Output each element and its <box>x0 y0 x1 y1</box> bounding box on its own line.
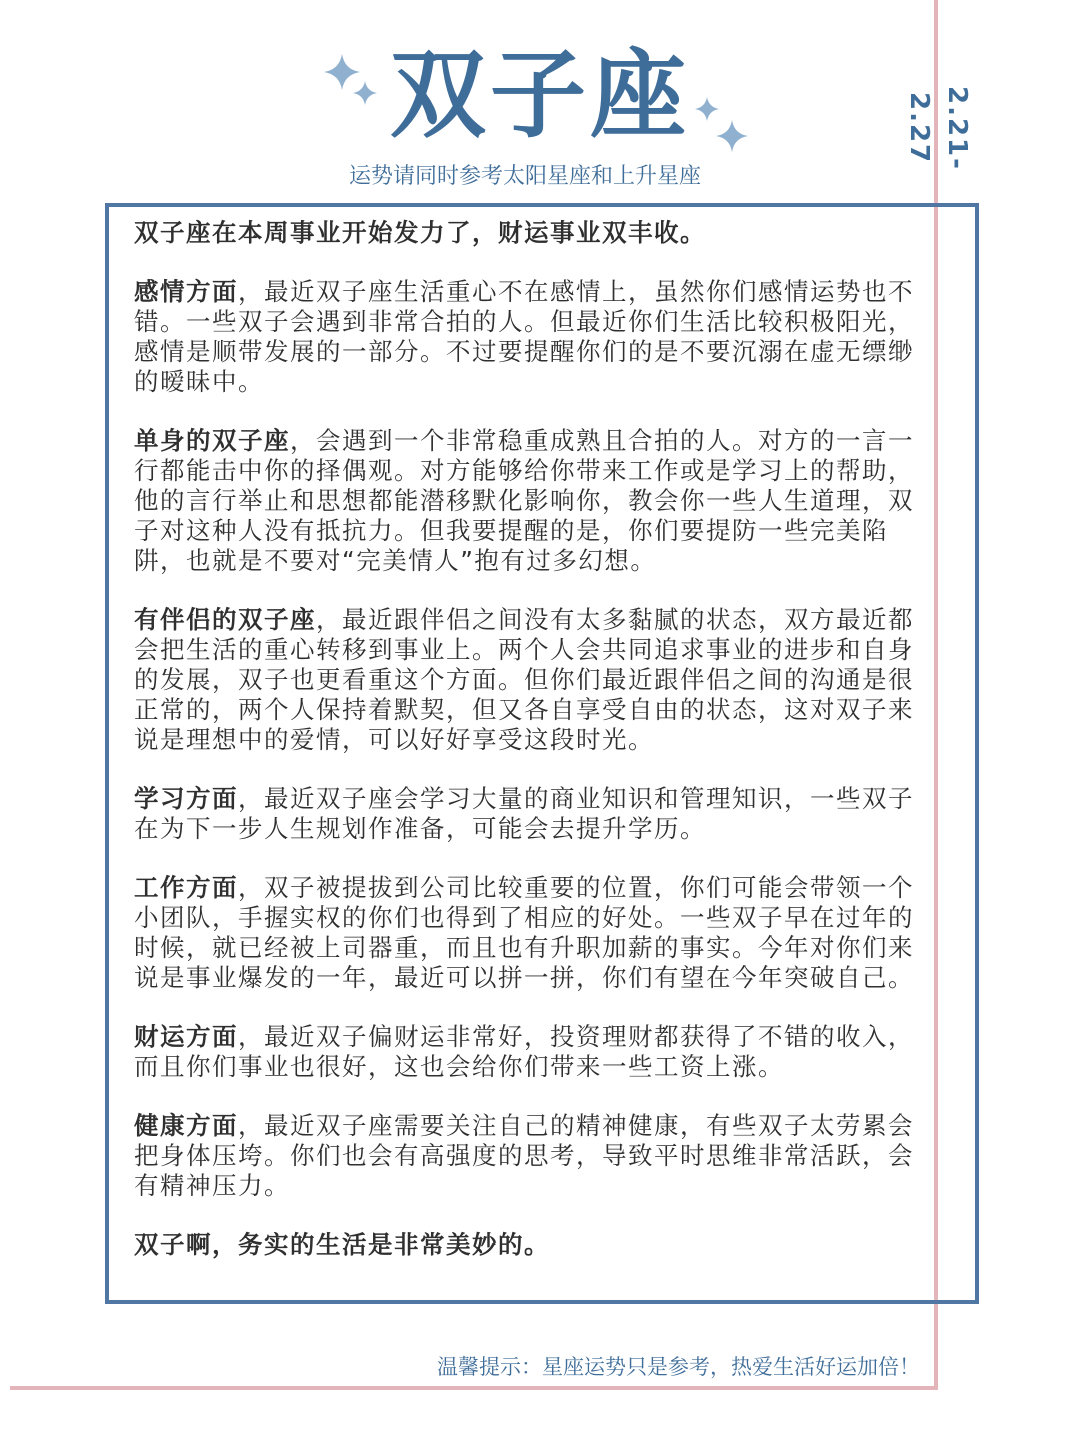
section-study <box>134 784 918 844</box>
section-text: ，会遇到一个非常稳重成熟且合拍的人。对方的一言一行都能击中你的择偶观。对方能够给你带来工作或是学习上的帮助，他的言行举止和思想都能潜移默化影响你，教会你一些人生道理，双子对这种人没有抵抗力。但我要提醒的是，你们要提防一些完美陷阱，也就是不要对“完美情人”抱有过多幻想。 <box>134 426 914 575</box>
sparkle-icon <box>352 80 378 106</box>
page-title: 双子座 <box>390 39 690 151</box>
pink-horizontal-line <box>10 1386 938 1390</box>
section-heading: 有伴侣的双子座 <box>134 605 316 634</box>
section-single <box>134 426 918 576</box>
section-wealth <box>134 1022 918 1082</box>
section-heading: 财运方面 <box>134 1022 238 1051</box>
section-heading: 单身的双子座 <box>134 426 290 455</box>
section-heading: 学习方面 <box>134 784 238 813</box>
content-body <box>134 218 918 1298</box>
section-text: ，最近双子座需要关注自己的精神健康，有些双子太劳累会把身体压垮。你们也会有高强度的思考，导致平时思维非常活跃，会有精神压力。 <box>134 1111 914 1200</box>
section-text: ，双子被提拔到公司比较重要的位置，你们可能会带领一个小团队，手握实权的你们也得到了相应的好处。一些双子早在过年的时候，就已经被上司器重，而且也有升职加薪的事实。今年对你们来说是事业爆发的一年，最近可以拼一拼，你们有望在今年突破自己。 <box>134 873 914 992</box>
section-text: ，最近双子座生活重心不在感情上，虽然你们感情运势也不错。一些双子会遇到非常合拍的人。但最近你们生活比较积极阳光，感情是顺带发展的一部分。不过要提醒你们的是不要沉溺在虚无缥缈的暧昧中。 <box>134 277 914 396</box>
section-heading: 工作方面 <box>134 873 238 902</box>
section-text: ，最近跟伴侣之间没有太多黏腻的状态，双方最近都会把生活的重心转移到事业上。两个人会共同追求事业的进步和自身的发展，双子也更看重这个方面。但你们最近跟伴侣之间的沟通是很正常的，两个人保持着默契，但又各自享受自由的状态，这对双子来说是理想中的爱情，可以好好享受这段时光。 <box>134 605 914 754</box>
sparkle-icon <box>714 118 750 154</box>
footer-tip: 温馨提示：星座运势只是参考，热爱生活好运加倍！ <box>437 1355 920 1379</box>
section-love <box>134 277 918 397</box>
section-text: ，最近双子座会学习大量的商业知识和管理知识，一些双子在为下一步人生规划作准备，可能会去提升学历。 <box>134 784 914 843</box>
lead-text: 双子座在本周事业开始发力了，财运事业双丰收。 <box>134 218 706 247</box>
date-range: 2.21-2.27 <box>904 85 972 171</box>
subtitle: 运势请同时参考太阳星座和上升星座 <box>348 164 701 189</box>
section-heading: 健康方面 <box>134 1111 238 1140</box>
section-work <box>134 873 918 993</box>
section-partnered <box>134 605 918 755</box>
section-health <box>134 1111 918 1201</box>
section-heading: 感情方面 <box>134 277 238 306</box>
closing-text: 双子啊，务实的生活是非常美妙的。 <box>134 1230 550 1259</box>
section-text: ，最近双子偏财运非常好，投资理财都获得了不错的收入，而且你们事业也很好，这也会给你们带来一些工资上涨。 <box>134 1022 914 1081</box>
